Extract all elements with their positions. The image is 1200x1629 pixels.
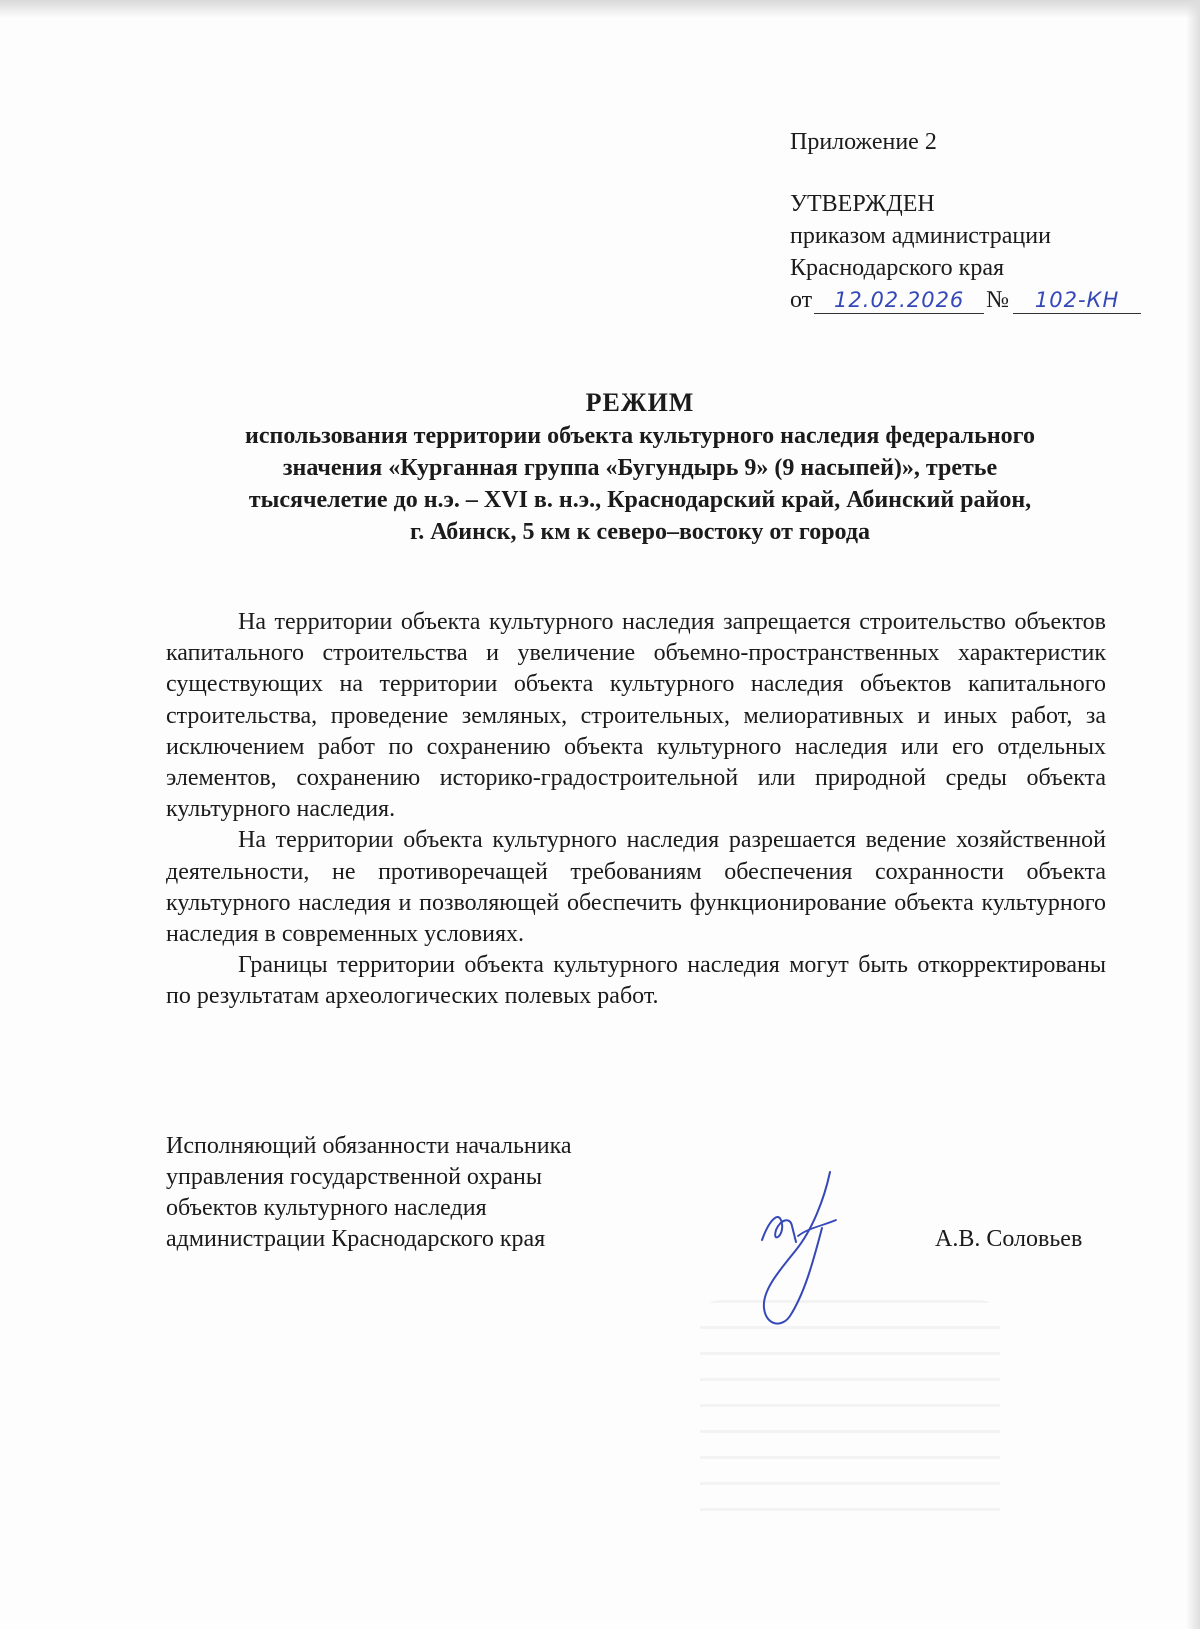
position-line: объектов культурного наследия (166, 1195, 487, 1221)
body-paragraph-permission: На территории объекта культурного наследия разрешается ведение хозяйственной деятельности, не противоречащей требованиям обеспечения сохранности объекта культурного наследия и позволяющей обеспечить функционирование объекта культурного наследия в современных условиях. (166, 827, 1106, 948)
handwritten-date: 12.02.2026 (814, 287, 984, 314)
date-prefix: от (790, 287, 813, 313)
title-subtitle-line: тысячелетие до н.э. – XVI в. н.э., Краснодарский край, Абинский район, (248, 487, 1032, 513)
approved-label: УТВЕРЖДЕН (790, 191, 935, 217)
title-main: РЕЖИМ (585, 388, 695, 417)
title-subtitle-line: использования территории объекта культурного наследия федерального (245, 423, 1035, 449)
position-line: управления государственной охраны (166, 1164, 542, 1190)
order-line-2: Краснодарского края (790, 255, 1005, 281)
scan-shadow-top (0, 0, 1200, 18)
approval-block (790, 126, 1141, 316)
scan-shadow-right (1186, 0, 1200, 1629)
handwritten-order-number: 102-КН (1013, 287, 1141, 314)
body-paragraph-prohibition: На территории объекта культурного наследия запрещается строительство объектов капитального строительства и увеличение объемно-пространственных характеристик существующих на территории объекта культурного наследия объектов капитального строительства, проведение земляных, строительных, мелиоративных и иных работ, за исключением работ по сохранению объекта культурного наследия или его отдельных элементов, сохранению историко-градостроительной или природной среды объекта культурного наследия. (166, 609, 1106, 823)
order-date-number-line (790, 284, 1141, 316)
title-subtitle-line: значения «Курганная группа «Бугундырь 9» (9 насыпей)», третье (282, 455, 998, 481)
document-title (150, 386, 1130, 548)
body-text (166, 607, 1106, 1013)
order-line-1: приказом администрации (790, 223, 1051, 249)
appendix-label: Приложение 2 (790, 129, 937, 155)
position-line: администрации Краснодарского края (166, 1226, 546, 1252)
position-line: Исполняющий обязанности начальника (166, 1133, 572, 1159)
title-subtitle-line: г. Абинск, 5 км к северо–востоку от города (410, 519, 870, 545)
body-paragraph-boundaries: Границы территории объекта культурного наследия могут быть откорректированы по результатам археологических полевых работ. (166, 952, 1106, 1010)
faded-stamp-bleedthrough (700, 1300, 1000, 1530)
number-prefix: № (986, 287, 1010, 313)
signer-name: А.В. Соловьев (935, 1226, 1083, 1252)
signatory-position (166, 1131, 572, 1255)
